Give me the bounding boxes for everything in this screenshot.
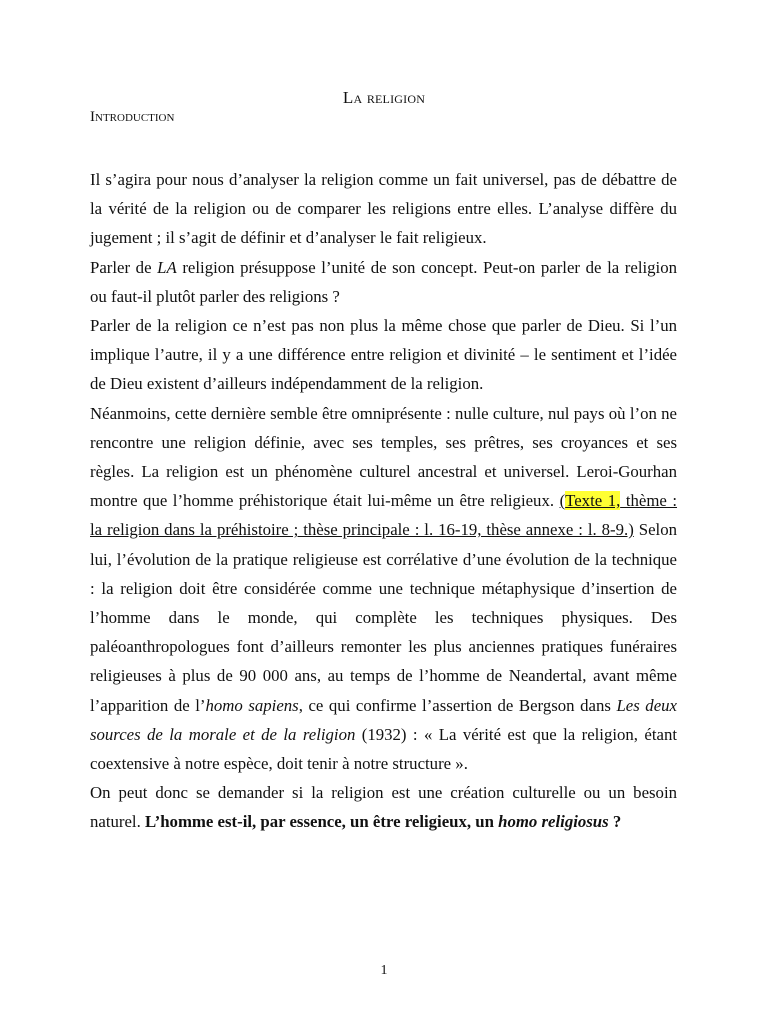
problem-question-part-2: ?: [608, 812, 622, 832]
paragraph-4-part-1: Néanmoins, cette dernière semble être omniprésente : nulle culture, nul pays où l’on ne rencontre une religion définie, avec ses temples, ses prêtres, ses croyances et ses règles. La religion est un phénomène culturel ancestral et universel. Leroi-Gourhan montre que l’homme préhistorique était lui-même un être religieux.: [90, 403, 677, 511]
highlighted-reference: Texte 1,: [565, 491, 621, 511]
paragraph-4-part-4: (1932) : « La vérité est que la religion, étant coextensive à notre espèce, doit tenir à notre structure ».: [90, 724, 677, 774]
paragraph-4: [90, 399, 677, 779]
italic-homo-sapiens: homo sapiens: [205, 695, 299, 715]
problem-question: [145, 812, 621, 831]
italic-book-title: Les deux sources de la morale et de la religion: [90, 695, 677, 744]
problem-question-part-1: L’homme est-il, par essence, un être religieux, un: [144, 812, 499, 832]
paragraph-5-text: On peut donc se demander si la religion est une création culturelle ou un besoin naturel.: [90, 783, 677, 832]
body-text: [90, 165, 677, 837]
paragraph-3: [90, 311, 677, 399]
document-title: La religion: [342, 88, 426, 107]
reference-details: thème : la religion dans la préhistoire ; thèse principale : l. 16-19, thèse annexe : l. 8-9.): [90, 491, 678, 540]
paragraph-5: [90, 778, 677, 836]
paragraph-2: [90, 253, 677, 311]
paragraph-4-part-3: , ce qui confirme l’assertion de Bergson dans: [298, 695, 617, 715]
paragraph-4-part-2: Selon lui, l’évolution de la pratique religieuse est corrélative d’une évolution de la technique : la religion doit être considérée comme une technique métaphysique d’insertion de l’homme dans le monde, qui complète les techniques physiques. Des paléoanthropologues font d’ailleurs remonter les plus anciennes pratiques funéraires religieuses à plus de 90 000 ans, au temps de l’homme de Neandertal, avant même l’apparition de l’: [90, 520, 677, 715]
reference-open-paren: (: [559, 491, 566, 511]
paragraph-3-text: Parler de la religion ce n’est pas non plus la même chose que parler de Dieu. Si l’un implique l’autre, il y a une différence entre religion et divinité – le sentiment et l’idée de Dieu existent d’ailleurs indépendamment de la religion.: [90, 316, 677, 394]
paragraph-1: [90, 165, 677, 253]
emphasis-la: LA: [157, 257, 177, 277]
italic-homo-religiosus: homo religiosus: [498, 812, 609, 832]
section-heading: Introduction: [90, 109, 175, 125]
paragraph-1-text: Il s’agira pour nous d’analyser la religion comme un fait universel, pas de débattre de la vérité de la religion ou de comparer les religions entre elles. L’analyse diffère du jugement ; il s’agit de définir et d’analyser le fait religieux.: [90, 170, 677, 248]
paragraph-2-after: religion présuppose l’unité de son concept. Peut-on parler de la religion ou faut-il plutôt parler des religions ?: [90, 257, 677, 306]
page-number: 1: [380, 963, 388, 978]
paragraph-2-before: Parler de: [90, 257, 158, 277]
